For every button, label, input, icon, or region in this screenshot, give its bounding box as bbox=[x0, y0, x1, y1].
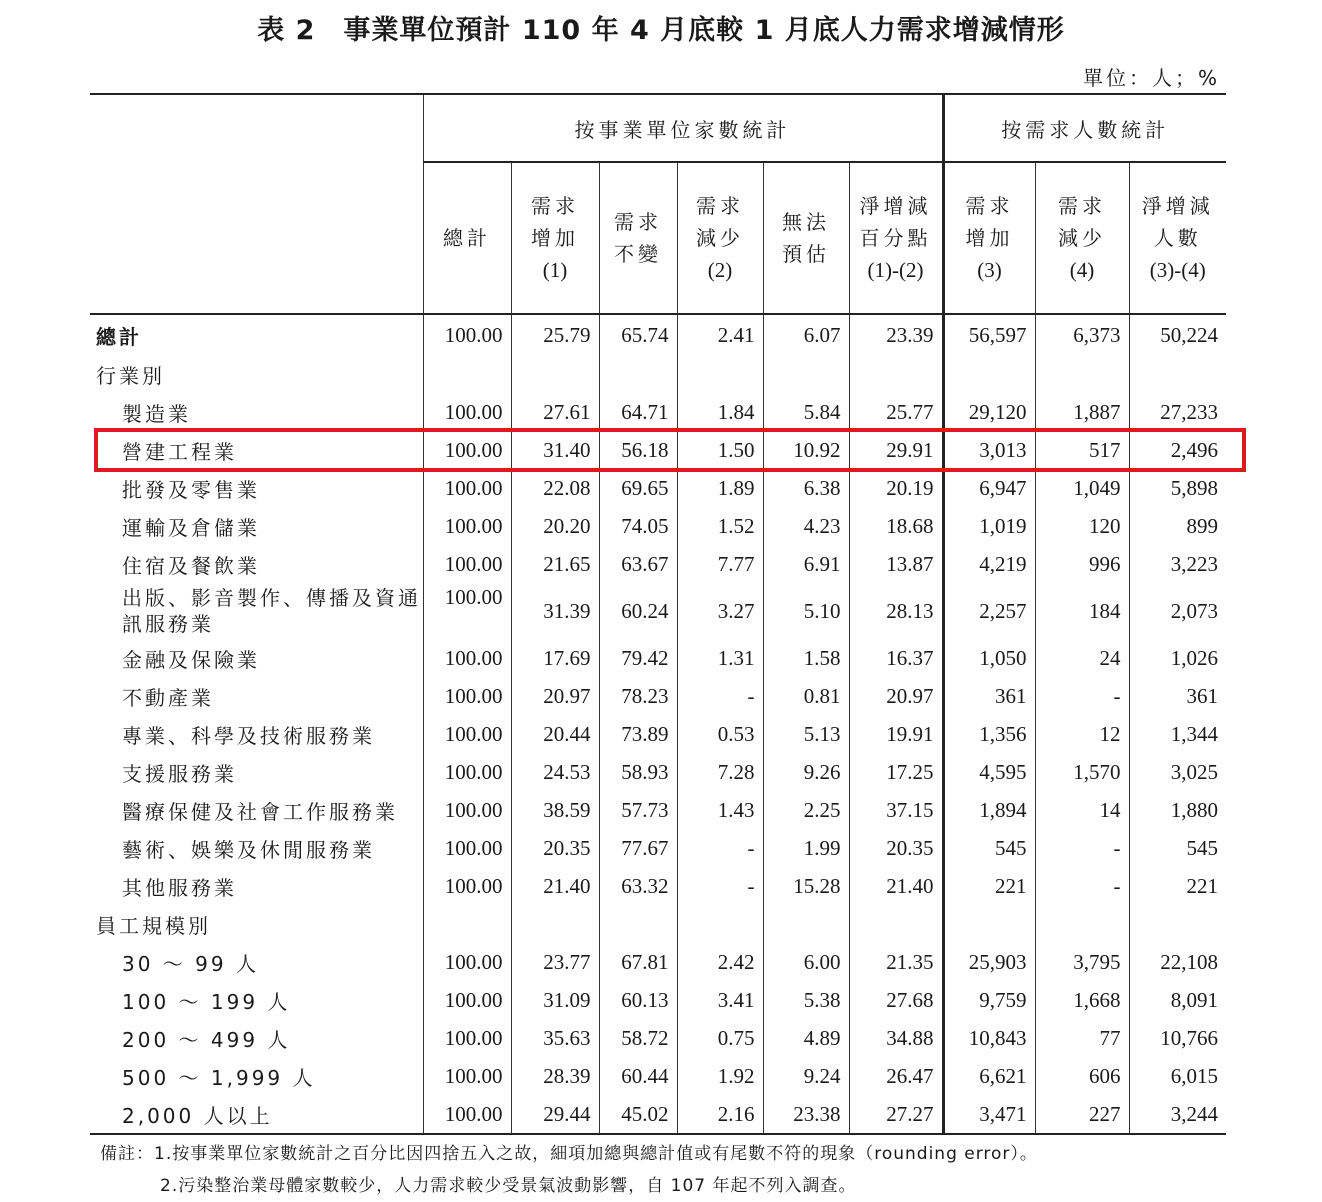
cell-col-3 bbox=[599, 905, 677, 943]
cell-col-8: 3,795 bbox=[1035, 943, 1129, 981]
table-row bbox=[90, 829, 1226, 867]
col-header-1 bbox=[423, 162, 511, 314]
cell-col-3: 60.13 bbox=[599, 981, 677, 1019]
cell-col-7: 1,356 bbox=[943, 715, 1035, 753]
row-label: 醫療保健及社會工作服務業 bbox=[122, 799, 398, 824]
cell-col-5 bbox=[763, 355, 849, 393]
table-row bbox=[90, 867, 1226, 905]
cell-col-6: 27.27 bbox=[849, 1095, 943, 1134]
table-row bbox=[90, 1057, 1226, 1095]
cell-col-6: 17.25 bbox=[849, 753, 943, 791]
cell-col-8: 1,668 bbox=[1035, 981, 1129, 1019]
cell-col-2: 21.40 bbox=[511, 867, 599, 905]
cell-col-9: 1,026 bbox=[1129, 639, 1226, 677]
col-header-line: 淨增減 bbox=[1141, 194, 1214, 218]
row-label: 支援服務業 bbox=[122, 761, 237, 786]
cell-col-2 bbox=[511, 355, 599, 393]
col-header-line: 百分點 bbox=[859, 226, 932, 250]
table-row bbox=[90, 753, 1226, 791]
cell-col-2: 22.08 bbox=[511, 469, 599, 507]
cell-col-6: 19.91 bbox=[849, 715, 943, 753]
cell-col-3: 67.81 bbox=[599, 943, 677, 981]
row-label: 製造業 bbox=[122, 401, 191, 426]
cell-col-6: 25.77 bbox=[849, 393, 943, 431]
cell-col-3: 57.73 bbox=[599, 791, 677, 829]
cell-col-4: 1.89 bbox=[677, 469, 763, 507]
cell-col-8 bbox=[1035, 355, 1129, 393]
col-header-line: (1)-(2) bbox=[867, 258, 924, 282]
cell-col-7: 4,219 bbox=[943, 545, 1035, 583]
cell-col-8: 120 bbox=[1035, 507, 1129, 545]
col-header-line: 增加 bbox=[965, 226, 1014, 250]
group-header-establishments: 按事業單位家數統計 bbox=[423, 94, 943, 162]
cell-col-8: 24 bbox=[1035, 639, 1129, 677]
cell-col-2: 20.97 bbox=[511, 677, 599, 715]
cell-col-2: 31.09 bbox=[511, 981, 599, 1019]
cell-col-5: 1.58 bbox=[763, 639, 849, 677]
cell-col-6: 23.39 bbox=[849, 314, 943, 355]
cell-col-2: 31.40 bbox=[511, 431, 599, 469]
row-label: 出版、影音製作、傳播及資通訊服務業 bbox=[122, 586, 421, 636]
manpower-demand-table bbox=[90, 93, 1226, 1135]
cell-col-5: 9.24 bbox=[763, 1057, 849, 1095]
cell-col-4: 2.41 bbox=[677, 314, 763, 355]
cell-col-6 bbox=[849, 905, 943, 943]
cell-col-9 bbox=[1129, 355, 1226, 393]
cell-col-5: 9.26 bbox=[763, 753, 849, 791]
cell-col-6: 16.37 bbox=[849, 639, 943, 677]
cell-col-1: 100.00 bbox=[423, 981, 511, 1019]
cell-col-9: 22,108 bbox=[1129, 943, 1226, 981]
row-label: 30 ～ 99 人 bbox=[122, 951, 259, 976]
cell-col-2: 20.44 bbox=[511, 715, 599, 753]
row-label: 100 ～ 199 人 bbox=[122, 989, 291, 1014]
cell-col-1: 100.00 bbox=[423, 431, 511, 469]
cell-col-1: 100.00 bbox=[423, 753, 511, 791]
cell-col-2: 27.61 bbox=[511, 393, 599, 431]
cell-col-6: 37.15 bbox=[849, 791, 943, 829]
cell-col-5: 15.28 bbox=[763, 867, 849, 905]
cell-col-1: 100.00 bbox=[423, 791, 511, 829]
table-row bbox=[90, 981, 1226, 1019]
row-label: 住宿及餐飲業 bbox=[122, 553, 260, 578]
row-label: 500 ～ 1,999 人 bbox=[122, 1065, 316, 1090]
cell-col-3: 60.24 bbox=[599, 583, 677, 639]
cell-col-9: 1,344 bbox=[1129, 715, 1226, 753]
cell-col-4: 3.27 bbox=[677, 583, 763, 639]
cell-col-4: 7.28 bbox=[677, 753, 763, 791]
cell-col-5: 6.91 bbox=[763, 545, 849, 583]
cell-col-1: 100.00 bbox=[423, 1019, 511, 1057]
cell-col-4: 7.77 bbox=[677, 545, 763, 583]
cell-col-4: 1.43 bbox=[677, 791, 763, 829]
table-row bbox=[90, 469, 1226, 507]
cell-col-7: 221 bbox=[943, 867, 1035, 905]
cell-col-6: 13.87 bbox=[849, 545, 943, 583]
cell-col-8: 14 bbox=[1035, 791, 1129, 829]
row-label: 200 ～ 499 人 bbox=[122, 1027, 291, 1052]
col-header-line: 不變 bbox=[614, 242, 662, 266]
cell-col-2: 21.65 bbox=[511, 545, 599, 583]
cell-col-9: 27,233 bbox=[1129, 393, 1226, 431]
cell-col-7: 9,759 bbox=[943, 981, 1035, 1019]
cell-col-9: 6,015 bbox=[1129, 1057, 1226, 1095]
cell-col-7: 10,843 bbox=[943, 1019, 1035, 1057]
cell-col-5: 1.99 bbox=[763, 829, 849, 867]
cell-col-7: 6,621 bbox=[943, 1057, 1035, 1095]
cell-col-5: 0.81 bbox=[763, 677, 849, 715]
cell-col-6: 28.13 bbox=[849, 583, 943, 639]
cell-col-1: 100.00 bbox=[423, 314, 511, 355]
cell-col-8: - bbox=[1035, 867, 1129, 905]
cell-col-9: 221 bbox=[1129, 867, 1226, 905]
cell-col-9 bbox=[1129, 905, 1226, 943]
unit-label: 單位：人；% bbox=[1082, 66, 1220, 90]
col-header-9 bbox=[1129, 162, 1226, 314]
col-header-line: 減少 bbox=[1058, 226, 1107, 250]
cell-col-9: 361 bbox=[1129, 677, 1226, 715]
cell-col-5: 6.07 bbox=[763, 314, 849, 355]
cell-col-7: 1,050 bbox=[943, 639, 1035, 677]
table-row bbox=[90, 791, 1226, 829]
cell-col-4: 1.84 bbox=[677, 393, 763, 431]
cell-col-8: - bbox=[1035, 677, 1129, 715]
col-header-line: 人數 bbox=[1153, 226, 1202, 250]
cell-col-3 bbox=[599, 355, 677, 393]
row-label: 不動產業 bbox=[122, 685, 214, 710]
cell-col-1 bbox=[423, 355, 511, 393]
table-row bbox=[90, 677, 1226, 715]
cell-col-8: 996 bbox=[1035, 545, 1129, 583]
col-header-line: 減少 bbox=[696, 226, 744, 250]
row-label: 其他服務業 bbox=[122, 875, 237, 900]
cell-col-5: 5.10 bbox=[763, 583, 849, 639]
cell-col-8: 12 bbox=[1035, 715, 1129, 753]
row-label: 藝術、娛樂及休閒服務業 bbox=[122, 837, 375, 862]
cell-col-7 bbox=[943, 905, 1035, 943]
cell-col-6: 20.35 bbox=[849, 829, 943, 867]
cell-col-4: - bbox=[677, 829, 763, 867]
col-header-line: 預估 bbox=[782, 242, 830, 266]
row-label: 總計 bbox=[96, 324, 142, 349]
cell-col-3: 74.05 bbox=[599, 507, 677, 545]
row-label: 運輸及倉儲業 bbox=[122, 515, 260, 540]
table-row bbox=[90, 715, 1226, 753]
cell-col-6: 21.35 bbox=[849, 943, 943, 981]
cell-col-4 bbox=[677, 905, 763, 943]
cell-col-2: 31.39 bbox=[511, 583, 599, 639]
cell-col-9: 2,496 bbox=[1129, 431, 1226, 469]
cell-col-3: 64.71 bbox=[599, 393, 677, 431]
cell-col-9: 5,898 bbox=[1129, 469, 1226, 507]
col-header-6 bbox=[849, 162, 943, 314]
cell-col-4: - bbox=[677, 867, 763, 905]
cell-col-8: 184 bbox=[1035, 583, 1129, 639]
cell-col-5: 4.23 bbox=[763, 507, 849, 545]
cell-col-2 bbox=[511, 905, 599, 943]
cell-col-3: 45.02 bbox=[599, 1095, 677, 1134]
cell-col-2: 35.63 bbox=[511, 1019, 599, 1057]
row-label: 批發及零售業 bbox=[122, 477, 260, 502]
cell-col-7: 4,595 bbox=[943, 753, 1035, 791]
cell-col-8: 227 bbox=[1035, 1095, 1129, 1134]
cell-col-5 bbox=[763, 905, 849, 943]
cell-col-4: 3.41 bbox=[677, 981, 763, 1019]
cell-col-4: 0.53 bbox=[677, 715, 763, 753]
cell-col-1: 100.00 bbox=[423, 867, 511, 905]
cell-col-2: 17.69 bbox=[511, 639, 599, 677]
cell-col-9: 3,025 bbox=[1129, 753, 1226, 791]
cell-col-1: 100.00 bbox=[423, 677, 511, 715]
table-row bbox=[90, 355, 1226, 393]
cell-col-1: 100.00 bbox=[423, 639, 511, 677]
cell-col-5: 10.92 bbox=[763, 431, 849, 469]
cell-col-8: 1,570 bbox=[1035, 753, 1129, 791]
col-header-line: 需求 bbox=[696, 194, 744, 218]
cell-col-7: 25,903 bbox=[943, 943, 1035, 981]
col-header-line: 無法 bbox=[782, 210, 830, 234]
cell-col-6 bbox=[849, 355, 943, 393]
col-header-line: (3)-(4) bbox=[1149, 258, 1206, 282]
footnote-1: 備註：1.按事業單位家數統計之百分比因四捨五入之故，細項加總與總計值或有尾數不符的現象（rounding error）。 bbox=[100, 1144, 1038, 1164]
cell-col-6: 20.19 bbox=[849, 469, 943, 507]
cell-col-6: 29.91 bbox=[849, 431, 943, 469]
cell-col-3: 58.93 bbox=[599, 753, 677, 791]
cell-col-4: 2.42 bbox=[677, 943, 763, 981]
cell-col-2: 24.53 bbox=[511, 753, 599, 791]
cell-col-7: 56,597 bbox=[943, 314, 1035, 355]
cell-col-2: 23.77 bbox=[511, 943, 599, 981]
cell-col-9: 10,766 bbox=[1129, 1019, 1226, 1057]
col-header-3 bbox=[599, 162, 677, 314]
table-title: 表 2 事業單位預計 110 年 4 月底較 1 月底人力需求增減情形 bbox=[257, 15, 1065, 46]
cell-col-3: 78.23 bbox=[599, 677, 677, 715]
cell-col-9: 50,224 bbox=[1129, 314, 1226, 355]
cell-col-4: 1.92 bbox=[677, 1057, 763, 1095]
row-label: 員工規模別 bbox=[96, 913, 211, 938]
cell-col-3: 79.42 bbox=[599, 639, 677, 677]
group-header-persons: 按需求人數統計 bbox=[943, 94, 1226, 162]
cell-col-8: 1,887 bbox=[1035, 393, 1129, 431]
cell-col-7: 1,894 bbox=[943, 791, 1035, 829]
cell-col-8: - bbox=[1035, 829, 1129, 867]
cell-col-1 bbox=[423, 905, 511, 943]
cell-col-7: 3,013 bbox=[943, 431, 1035, 469]
cell-col-8: 606 bbox=[1035, 1057, 1129, 1095]
cell-col-6: 34.88 bbox=[849, 1019, 943, 1057]
cell-col-7: 545 bbox=[943, 829, 1035, 867]
cell-col-6: 20.97 bbox=[849, 677, 943, 715]
cell-col-5: 4.89 bbox=[763, 1019, 849, 1057]
cell-col-7: 1,019 bbox=[943, 507, 1035, 545]
cell-col-6: 18.68 bbox=[849, 507, 943, 545]
col-header-line: (4) bbox=[1069, 258, 1095, 282]
col-header-8 bbox=[1035, 162, 1129, 314]
cell-col-3: 58.72 bbox=[599, 1019, 677, 1057]
cell-col-5: 5.38 bbox=[763, 981, 849, 1019]
cell-col-9: 8,091 bbox=[1129, 981, 1226, 1019]
cell-col-3: 65.74 bbox=[599, 314, 677, 355]
cell-col-3: 77.67 bbox=[599, 829, 677, 867]
cell-col-4 bbox=[677, 355, 763, 393]
cell-col-5: 2.25 bbox=[763, 791, 849, 829]
footnote-2: 2.污染整治業母體家數較少，人力需求較少受景氣波動影響，自 107 年起不列入調查。 bbox=[160, 1176, 857, 1196]
cell-col-5: 5.84 bbox=[763, 393, 849, 431]
row-label: 專業、科學及技術服務業 bbox=[122, 723, 375, 748]
cell-col-4: 1.31 bbox=[677, 639, 763, 677]
col-header-line: (1) bbox=[542, 258, 568, 282]
row-label: 2,000 人以上 bbox=[90, 1095, 423, 1134]
table-row bbox=[90, 1019, 1226, 1057]
cell-col-1: 100.00 bbox=[423, 393, 511, 431]
cell-col-3: 69.65 bbox=[599, 469, 677, 507]
cell-col-6: 26.47 bbox=[849, 1057, 943, 1095]
cell-col-2: 28.39 bbox=[511, 1057, 599, 1095]
cell-col-1: 100.00 bbox=[423, 1095, 511, 1134]
cell-col-3: 73.89 bbox=[599, 715, 677, 753]
cell-col-1: 100.00 bbox=[423, 583, 511, 639]
cell-col-3: 60.44 bbox=[599, 1057, 677, 1095]
cell-col-3: 63.32 bbox=[599, 867, 677, 905]
cell-col-2: 38.59 bbox=[511, 791, 599, 829]
col-header-line: 需求 bbox=[1058, 194, 1107, 218]
col-header-line: 增加 bbox=[531, 226, 579, 250]
cell-col-8: 1,049 bbox=[1035, 469, 1129, 507]
cell-col-2: 20.20 bbox=[511, 507, 599, 545]
cell-col-4: 1.50 bbox=[677, 431, 763, 469]
cell-col-4: 0.75 bbox=[677, 1019, 763, 1057]
table-row bbox=[90, 583, 1226, 639]
cell-col-7: 2,257 bbox=[943, 583, 1035, 639]
col-header-line: 淨增減 bbox=[859, 194, 932, 218]
footnotes bbox=[100, 1138, 1038, 1202]
col-header-line: 總計 bbox=[443, 226, 491, 250]
cell-col-5: 6.38 bbox=[763, 469, 849, 507]
cell-col-1: 100.00 bbox=[423, 545, 511, 583]
cell-col-8: 77 bbox=[1035, 1019, 1129, 1057]
table-row bbox=[90, 905, 1226, 943]
cell-col-5: 6.00 bbox=[763, 943, 849, 981]
cell-col-9: 3,223 bbox=[1129, 545, 1226, 583]
table-row bbox=[90, 943, 1226, 981]
col-header-7 bbox=[943, 162, 1035, 314]
cell-col-2: 25.79 bbox=[511, 314, 599, 355]
cell-col-7 bbox=[943, 355, 1035, 393]
col-header-line: (2) bbox=[707, 258, 733, 282]
cell-col-7: 3,471 bbox=[943, 1095, 1035, 1134]
cell-col-3: 63.67 bbox=[599, 545, 677, 583]
cell-col-7: 361 bbox=[943, 677, 1035, 715]
col-header-2 bbox=[511, 162, 599, 314]
stub-header bbox=[90, 94, 423, 314]
table-row bbox=[90, 393, 1226, 431]
cell-col-9: 899 bbox=[1129, 507, 1226, 545]
table-row bbox=[90, 639, 1226, 677]
table-row bbox=[90, 1095, 1226, 1134]
cell-col-1: 100.00 bbox=[423, 829, 511, 867]
cell-col-9: 545 bbox=[1129, 829, 1226, 867]
cell-col-8 bbox=[1035, 905, 1129, 943]
table-row bbox=[90, 545, 1226, 583]
col-header-line: (3) bbox=[977, 258, 1002, 282]
cell-col-4: 1.52 bbox=[677, 507, 763, 545]
cell-col-7: 6,947 bbox=[943, 469, 1035, 507]
cell-col-6: 27.68 bbox=[849, 981, 943, 1019]
col-header-5 bbox=[763, 162, 849, 314]
table-row bbox=[90, 314, 1226, 355]
cell-col-5: 5.13 bbox=[763, 715, 849, 753]
table-row bbox=[90, 507, 1226, 545]
cell-col-4: - bbox=[677, 677, 763, 715]
row-label: 行業別 bbox=[96, 363, 165, 388]
cell-col-9: 1,880 bbox=[1129, 791, 1226, 829]
cell-col-1: 100.00 bbox=[423, 469, 511, 507]
cell-col-9: 3,244 bbox=[1129, 1095, 1226, 1134]
col-header-line: 需求 bbox=[531, 194, 579, 218]
row-label: 營建工程業 bbox=[122, 439, 237, 464]
cell-col-1: 100.00 bbox=[423, 943, 511, 981]
cell-col-4: 2.16 bbox=[677, 1095, 763, 1134]
col-header-line: 需求 bbox=[614, 210, 662, 234]
cell-col-2: 29.44 bbox=[511, 1095, 599, 1134]
cell-col-7: 29,120 bbox=[943, 393, 1035, 431]
cell-col-9: 2,073 bbox=[1129, 583, 1226, 639]
cell-col-1: 100.00 bbox=[423, 507, 511, 545]
table-row bbox=[90, 431, 1226, 469]
cell-col-8: 6,373 bbox=[1035, 314, 1129, 355]
cell-col-6: 21.40 bbox=[849, 867, 943, 905]
cell-col-2: 20.35 bbox=[511, 829, 599, 867]
cell-col-3: 56.18 bbox=[599, 431, 677, 469]
cell-col-8: 517 bbox=[1035, 431, 1129, 469]
cell-col-5: 23.38 bbox=[763, 1095, 849, 1134]
col-header-line: 需求 bbox=[965, 194, 1014, 218]
col-header-4 bbox=[677, 162, 763, 314]
cell-col-1: 100.00 bbox=[423, 715, 511, 753]
row-label: 金融及保險業 bbox=[122, 647, 260, 672]
cell-col-1: 100.00 bbox=[423, 1057, 511, 1095]
